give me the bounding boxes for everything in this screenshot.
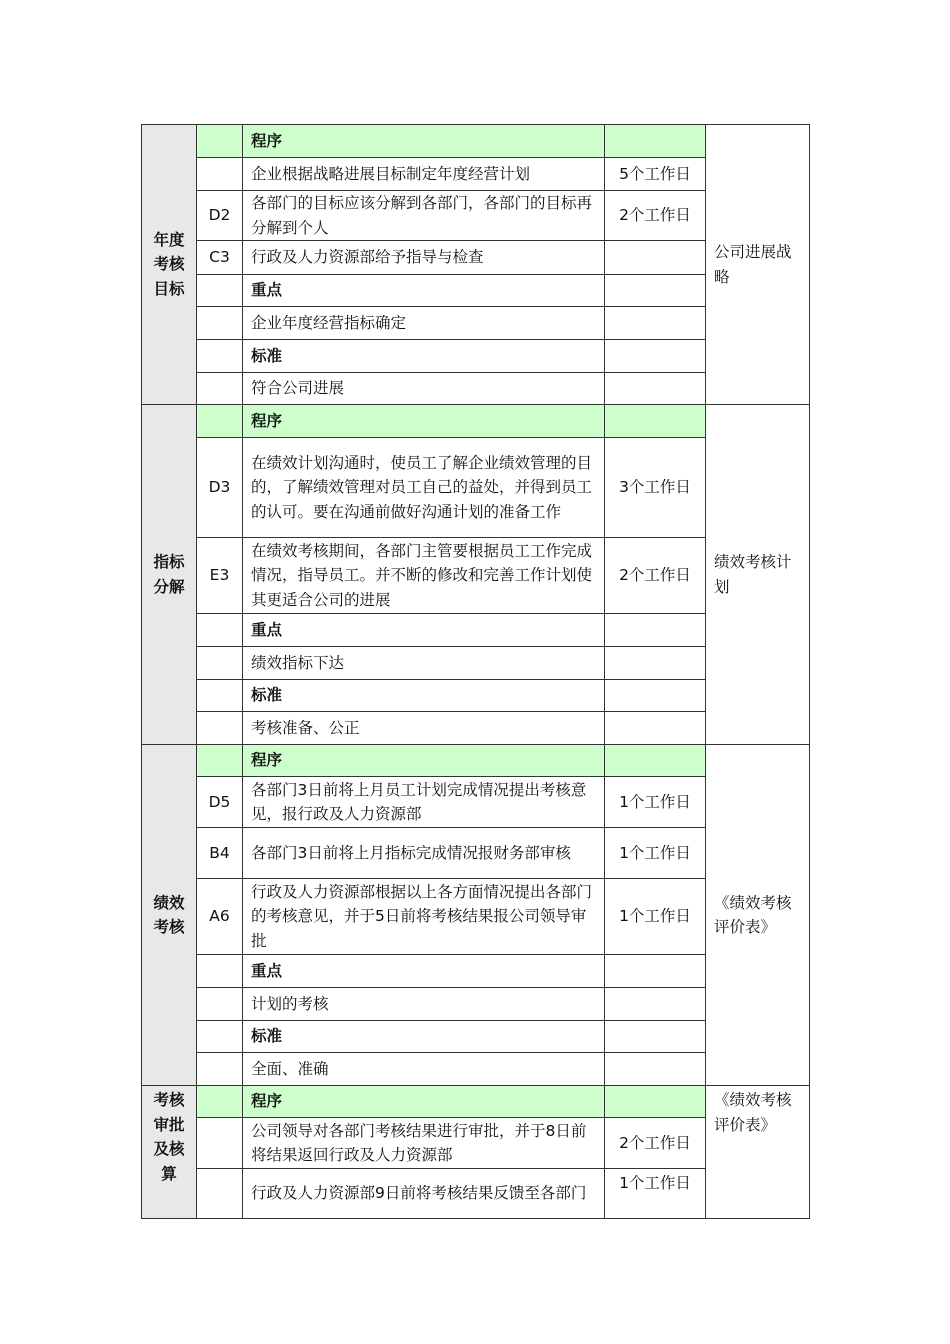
step-text: 企业年度经营指标确定 (243, 307, 605, 340)
time-cell (605, 275, 706, 307)
time-cell (605, 340, 706, 373)
code-cell (197, 955, 243, 988)
code-cell: D3 (197, 438, 243, 538)
section-note: 绩效考核计划 (706, 405, 810, 745)
table-row (142, 1086, 810, 1118)
code-cell: B4 (197, 828, 243, 879)
row-label: 标准 (243, 340, 605, 373)
stage-label: 绩效考核 (142, 745, 197, 1086)
code-cell: C3 (197, 241, 243, 275)
code-cell (197, 745, 243, 777)
row-label: 标准 (243, 1021, 605, 1053)
process-table (141, 124, 810, 1219)
step-text: 企业根据战略进展目标制定年度经营计划 (243, 158, 605, 191)
section-note: 《绩效考核评价表》 (706, 745, 810, 1086)
table-body (142, 125, 810, 1219)
step-text: 在绩效计划沟通时，使员工了解企业绩效管理的目的，了解绩效管理对员工自己的益处，并得到员工的认可。要在沟通前做好沟通计划的准备工作 (243, 438, 605, 538)
stage-label: 年度考核目标 (142, 125, 197, 405)
time-cell (605, 1021, 706, 1053)
time-cell (605, 955, 706, 988)
code-cell (197, 712, 243, 745)
row-header-label: 程序 (243, 125, 605, 158)
step-text: 计划的考核 (243, 988, 605, 1021)
time-cell (605, 745, 706, 777)
time-cell (605, 405, 706, 438)
time-cell (605, 647, 706, 680)
code-cell (197, 373, 243, 405)
time-cell: 3个工作日 (605, 438, 706, 538)
time-cell: 5个工作日 (605, 158, 706, 191)
code-cell (197, 988, 243, 1021)
code-cell (197, 340, 243, 373)
code-cell (197, 1086, 243, 1118)
code-cell (197, 680, 243, 712)
code-cell: D2 (197, 191, 243, 241)
table-row (142, 745, 810, 777)
time-cell: 1个工作日 (605, 828, 706, 879)
section-note: 《绩效考核评价表》 (706, 1086, 810, 1219)
time-cell (605, 712, 706, 745)
row-label: 重点 (243, 275, 605, 307)
stage-label: 考核审批及核算 (142, 1086, 197, 1219)
table-row (142, 125, 810, 158)
time-cell: 2个工作日 (605, 191, 706, 241)
code-cell (197, 1021, 243, 1053)
step-text: 考核准备、公正 (243, 712, 605, 745)
code-cell (197, 1118, 243, 1169)
row-label: 标准 (243, 680, 605, 712)
time-cell (605, 307, 706, 340)
step-text: 各部门的目标应该分解到各部门，各部门的目标再分解到个人 (243, 191, 605, 241)
time-cell: 2个工作日 (605, 538, 706, 614)
step-text: 各部门3日前将上月指标完成情况报财务部审核 (243, 828, 605, 879)
code-cell (197, 614, 243, 647)
table-row (142, 405, 810, 438)
stage-label: 指标分解 (142, 405, 197, 745)
time-cell: 1个工作日 (605, 1169, 706, 1219)
code-cell (197, 405, 243, 438)
step-text: 行政及人力资源部根据以上各方面情况提出各部门的考核意见，并于5日前将考核结果报公司领导审批 (243, 879, 605, 955)
code-cell (197, 158, 243, 191)
row-label: 重点 (243, 614, 605, 647)
time-cell (605, 241, 706, 275)
row-header-label: 程序 (243, 405, 605, 438)
time-cell (605, 1086, 706, 1118)
time-cell: 1个工作日 (605, 879, 706, 955)
step-text: 行政及人力资源部给予指导与检查 (243, 241, 605, 275)
time-cell (605, 125, 706, 158)
time-cell (605, 988, 706, 1021)
time-cell (605, 1053, 706, 1086)
step-text: 全面、准确 (243, 1053, 605, 1086)
row-label: 重点 (243, 955, 605, 988)
step-text: 行政及人力资源部9日前将考核结果反馈至各部门 (243, 1169, 605, 1219)
time-cell: 2个工作日 (605, 1118, 706, 1169)
step-text: 在绩效考核期间，各部门主管要根据员工工作完成情况，指导员工。并不断的修改和完善工作计划使其更适合公司的进展 (243, 538, 605, 614)
time-cell: 1个工作日 (605, 777, 706, 828)
code-cell (197, 1169, 243, 1219)
code-cell (197, 125, 243, 158)
time-cell (605, 373, 706, 405)
step-text: 符合公司进展 (243, 373, 605, 405)
code-cell (197, 647, 243, 680)
row-header-label: 程序 (243, 745, 605, 777)
step-text: 各部门3日前将上月员工计划完成情况提出考核意见，报行政及人力资源部 (243, 777, 605, 828)
time-cell (605, 680, 706, 712)
code-cell (197, 1053, 243, 1086)
code-cell (197, 307, 243, 340)
code-cell: A6 (197, 879, 243, 955)
code-cell: D5 (197, 777, 243, 828)
code-cell (197, 275, 243, 307)
code-cell: E3 (197, 538, 243, 614)
row-header-label: 程序 (243, 1086, 605, 1118)
step-text: 绩效指标下达 (243, 647, 605, 680)
step-text: 公司领导对各部门考核结果进行审批，并于8日前将结果返回行政及人力资源部 (243, 1118, 605, 1169)
time-cell (605, 614, 706, 647)
section-note: 公司进展战略 (706, 125, 810, 405)
